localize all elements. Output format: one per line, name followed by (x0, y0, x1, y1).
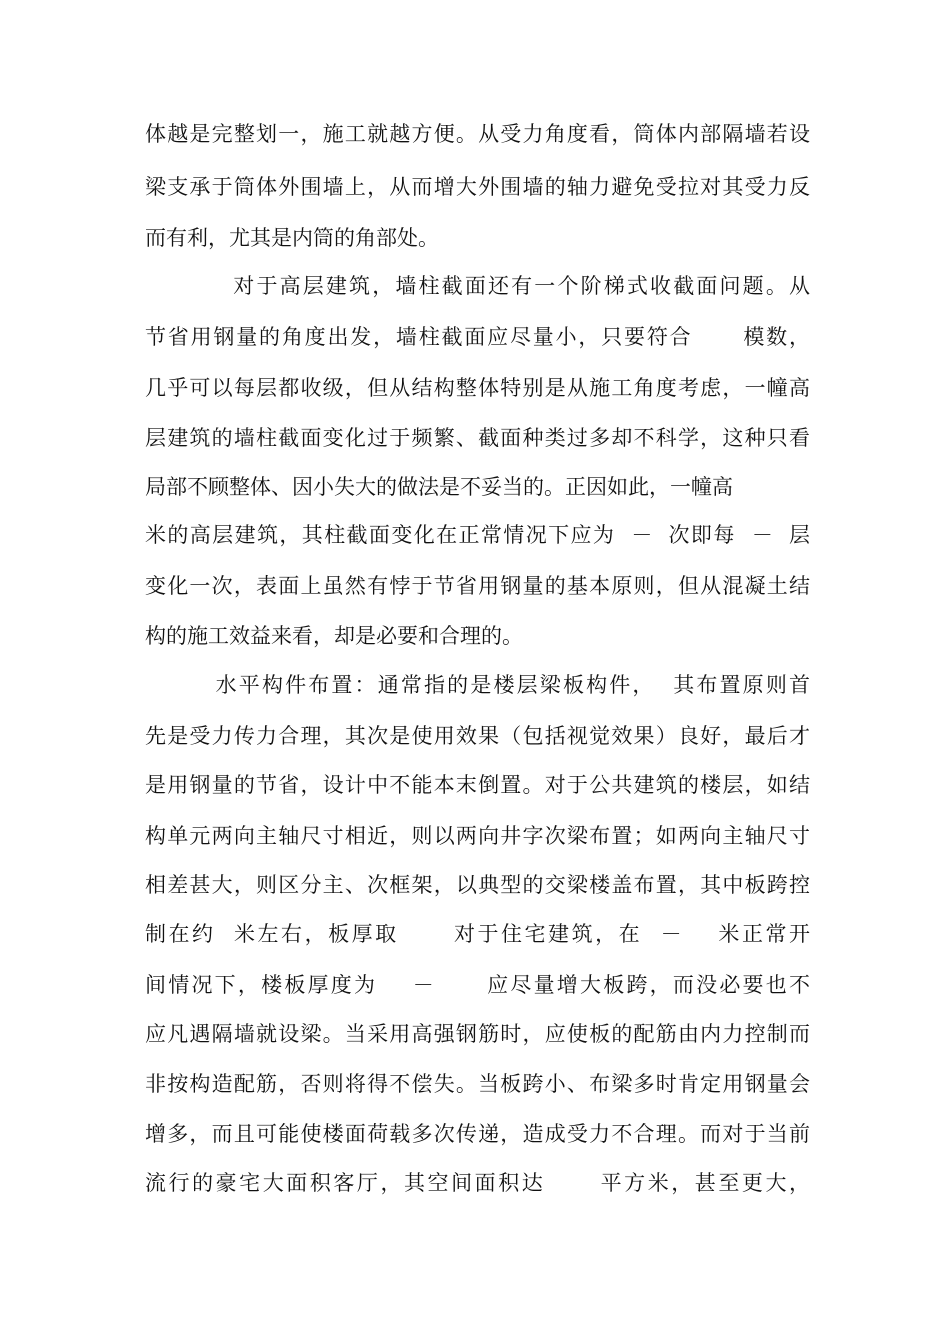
text-line: 米的高层建筑，其柱截面变化在正常情况下应为 － 次即每 － 层 (145, 523, 810, 547)
text-line: 增多，而且可能使楼面荷载多次传递，造成受力不合理。而对于当前 (145, 1122, 810, 1146)
text-line: 几乎可以每层都收级，但从结构整体特别是从施工角度考虑，一幢高 (145, 376, 810, 400)
text-line: 应凡遇隔墙就设梁。当采用高强钢筋时，应使板的配筋由内力控制而 (145, 1022, 810, 1046)
text-line: 构单元两向主轴尺寸相近，则以两向井字次梁布置；如两向主轴尺寸 (145, 824, 810, 848)
text-line: 变化一次，表面上虽然有悖于节省用钢量的基本原则，但从混凝土结 (145, 574, 810, 598)
text-line: 非按构造配筋，否则将得不偿失。当板跨小、布梁多时肯定用钢量会 (145, 1072, 810, 1096)
paragraph-first-line: 对于高层建筑，墙柱截面还有一个阶梯式收截面问题。从 (145, 274, 810, 298)
text-line: 流行的豪宅大面积客厅，其空间面积达 平方米，甚至更大， (145, 1171, 810, 1195)
text-line: 构的施工效益来看，却是必要和合理的。 (145, 624, 523, 648)
paragraph-first-line: 水平构件布置：通常指的是楼层梁板构件， 其布置原则首 (145, 673, 810, 697)
text-line: 是用钢量的节省，设计中不能本末倒置。对于公共建筑的楼层，如结 (145, 773, 810, 797)
text-line: 先是受力传力合理，其次是使用效果（包括视觉效果）良好，最后才 (145, 724, 810, 748)
text-line: 节省用钢量的角度出发，墙柱截面应尽量小，只要符合 模数， (145, 325, 810, 349)
text-line: 局部不顾整体、因小失大的做法是不妥当的。正因如此，一幢高 (145, 475, 733, 499)
text-line: 体越是完整划一，施工就越方便。从受力角度看，筒体内部隔墙若设 (145, 122, 810, 146)
text-line: 制在约 米左右，板厚取 对于住宅建筑，在 － 米正常开 (145, 922, 810, 946)
text-line: 而有利，尤其是内筒的角部处。 (145, 226, 439, 250)
text-line: 梁支承于筒体外围墙上，从而增大外围墙的轴力避免受拉对其受力反 (145, 175, 810, 199)
text-line: 间情况下，楼板厚度为 － 应尽量增大板跨，而没必要也不 (145, 973, 810, 997)
text-line: 相差甚大，则区分主、次框架，以典型的交梁楼盖布置，其中板跨控 (145, 873, 810, 897)
text-line: 层建筑的墙柱截面变化过于频繁、截面种类过多却不科学，这种只看 (145, 426, 810, 450)
